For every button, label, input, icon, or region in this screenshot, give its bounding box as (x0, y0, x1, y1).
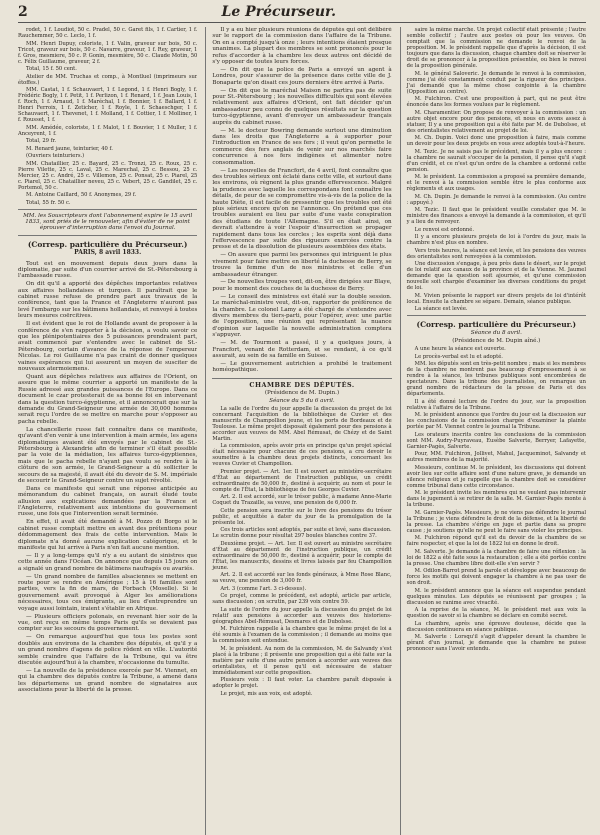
paragraph: Quant aux dépêches relatives aux affaires de l'Orient, on assure que le même courrier a apporté un manifeste de la Russie adressé aux grandes puissances de l'Europe. Dans ce document le czar protesterait de sa bonne foi en intervenant dans la question turco-égyptienne, et il annoncerait que sur la demande du Grand-Seigneur une armée de 30,000 hommes serait reçu l'ordre de se mettre en marche pour s'opposer au pacha rebelle. (18, 373, 198, 425)
paragraph: M. Tezic. Il faut que le président veuille constater que M. le ministre des finances a envoyé la demande à la commission, et qu'il y a lieu de renvoyer. (406, 207, 586, 225)
article-body (407, 27, 586, 312)
columns (18, 27, 586, 835)
paragraph: M. Salverte : Lorsqu'il s'agit d'appeler devant la chambre le gérant d'un journal, je demande que la chambre ne puisse prononcer sans l'avoir entendu. (406, 634, 586, 653)
paragraph: MM. Chataillier, 25 c. Bayard, 25 c. Tronzi, 25 c. Roux, 25 c. Pierre Vilette, 25 c. Laval, 25 c. Marechal, 25 c. Bessou, 25 c. Mercier, 25 c. André, 25 c. Villemon, 25 c. Ponsat, 25 c. Piarel, 25 c. Piarel, 25 c. Chataillier neveu, 25 c. Vebert, 25 c. Gandilet, 25 c. Portemol, 50 c. (18, 160, 198, 191)
paragraph: Il y a encore plusieurs projets de loi à l'ordre du jour, mais la chambre n'est plus en nombre. (406, 234, 586, 246)
paragraph: Premier projet. — Art. 1er. Il est ouvert au ministère-secrétaire d'État au département de l'instruction publique, un crédit extraordinaire de 50,000 fr., destiné à acquérir, au nom et pour le compte de l'État, la bibliothèque de feu Georges Cuvier. (212, 468, 392, 493)
chamber-body (212, 406, 391, 697)
divider (18, 209, 197, 210)
paragraph: Vers trois heures, la séance est levée, et les pensions des veuves des orientalistes sont renvoyées à la commission. (406, 247, 586, 260)
paragraph: Le renvoi est ordonné. (414, 226, 474, 233)
subscriber-notice: MM. les Souscripteurs dont l'abonnement expire le 15 avril 1833, sont priés de le renouveler, afin d'éviter de ne point éprouver d'interruption dans l'envoi du Journal. (23, 212, 193, 232)
paragraph: (Ouvriers teinturiers.) (26, 153, 85, 159)
paragraph: M. le président. Au nom de la commission, M. de Salvandy s'est placé à la tribune ; il présente une proposition qui a été faite sur la matière par suite d'une autre pension à accorder aux veuves des orientalistes, et il pense qu'il est nécessaire de statuer immédiatement sur cette proposition. (212, 645, 392, 676)
paragraph: Il est évident que le roi de Hollande avant de proposer à la conférence de s'en rapporter à la décision, a voulu savoir ce que les plénipotentiaires des 5 puissances prendraient part, avait commencé par s'entendre avec le cabinet de St.-Pétersbourg, certain d'avance de la réponse de l'empereur Nicolas. Le roi Guillaume n'a pas craint de donner quelques vaines espérances qui lui assurent un moyen de susciter de nouveaux atermoiemens. (18, 321, 198, 373)
paragraph: Messieurs, continue M. le président, les discussions qui doivent avoir lieu sur cette affaire sont d'une nature grave, je demande un silence religieux et je rappelle que la chambre doit se considérer comme tribunal dans cette circonstance. (406, 464, 586, 489)
paragraph: La chancellerie russe fait connaître dans ce manifeste, qu'avant d'en venir à une intervention à main armée, les agens diplomatiques avaient été envoyés par le cabinet de St.-Pétersbourg à Alexandrie afin de terminer s'il était possible par la voie de la médiation, les affaires turco-égyptiennes, mais que le pacha rebelle n'ayant pas voulu se rendre à la clôture de son armée, le Grand-Seigneur a dû solliciter le secours de sa majesté, il avait été du devoir de S. M. impériale de secourir le Grand-Seigneur contre un sujet révolté. (18, 426, 198, 484)
correspondence-title: (Corresp. particulière du Précurseur.) (416, 320, 577, 329)
paragraph: — M. de Tourmont a passé, il y a quelques jours, à Francfort, venant de Rotterdam, et se rendant, à ce qu'il assurait, au sein de sa famille en Suisse. (212, 340, 392, 359)
paragraph: M. Ch. Dupin. Je demande le renvoi à la commission. (Au centre : appuyé.) (406, 193, 586, 206)
paragraph: rodet, 1 f. Loudiot, 50 c. Pradel, 50 c. Garet fils, 1 f. Cartier, 1 f. Rauchemmer, 50 c. Leclo, 1 f. (18, 27, 198, 39)
paragraph: M. Ch. Dupin. Voici donc une proposition à faire, mais comme un devoir pour les deux projets en vous avez adoptés tout-à-l'heure. (406, 135, 586, 147)
paragraph: La suite de l'ordre du jour appelle la discussion du projet de loi relatif aux pensions à accorder aux veuves des historiens-géographes Abel-Rémusat, Desmares et de Dubolsse. (212, 606, 392, 625)
paragraph: Total, 55 fr. 50 c. (26, 199, 71, 206)
paragraph: A la reprise de la séance, M. le président met aux voix la question de savoir si la chambre se déclare en comité secret. (406, 607, 586, 620)
paragraph: MM. Henri Dupuy, coloriste, 1 f. Valin, graveur sur bois, 50 c. Tricot, graveur sur bois, 50 c. Navarre, graveur, 1 f. Rey, graveur, 1 f. Gros, mesmiere, 50 c. P. Gonin, mesmière, 50 c. Claude Motin, 50 c. Félix Guillaume, graveur, 2 f. (18, 40, 198, 65)
paragraph: A une heure la séance est ouverte. (414, 346, 506, 353)
paragraph: Art. 3 (comme l'art. 3 ci-dessus). (220, 585, 307, 592)
paragraph: — On remarque aujourd'hui que tous les postes sont doublés aux environs de la chambre des députés, et qu'il y a un grand nombre d'agens de police rôdent en ville. L'autorité semble craindre que l'affaire de la Tribune, qui va être discutée aujourd'hui à la chambre, n'occasionne du tumulte. (18, 634, 198, 666)
paragraph: — Le gouvernement autrichien a prohibé le traitement homéopathique. (212, 360, 392, 374)
paragraph: M. Charamentier. On propose de renvoyer à la commission : un autre objet encore pour des pensions, et nous en avons assez à statuer, Il y a une proposition qui a été faite par M. de Dubolsse, et des orientalistes relativement au projet de loi. (406, 109, 586, 134)
paragraph: M. Fulchiron. C'est une proposition à part, qui ne peut être énoncée dans les formes voulues par le règlement. (406, 96, 586, 108)
chamber-title: CHAMBRE DES DÉPUTÉS. (212, 378, 391, 388)
paragraph: Cette pension sera inscrite sur le livre des pensions du trésor public, et acquittée à dater du jour de la promulgation de la présente loi. (212, 507, 392, 526)
paragraph: MM. Castat, 1 f. Schauvaert, 1 f. Legond, 1 f. Henri Bogly, 1 f. Frédéric Bogly, 1 f. Petit, 1 f. Perlizon, 1 f. Renard, 1 f. Jean Louis, 1 f. Roch, 1 f. Arnaud, 1 f. Maréchal, 1 f. Bonnier, 1 f. Ballard, 1 f. Henri Ferroix, 1 f. Zeticher, 1 f. Royle, 1 f. Schaeschger, 1 f. Schauvaert, 1 f. Thevenet, 1 f. Molland, 1 f. Cottier, 1 f. Molliner, 1 f. Rousset, 1 f. (18, 87, 198, 123)
paragraph: Le procès-verbal est lu et adopté. (414, 353, 503, 360)
paragraph: En effet, il avait été demandé à M. Pozzo di Borgo si le cabinet russe comptait mettre en avant des prétentions pour dédommagement des frais de cette intervention. Mais le diplomate n'a donné aucune explication catégorique, et le manifeste qui lui arrive à Paris n'en fait aucune mention. (18, 519, 198, 551)
paragraph: M. Fulchiron répond qu'il est du devoir de la chambre de se faire respecter, et que la loi de 1822 lui en donne le droit. (406, 535, 586, 548)
paragraph: — On assure que parmi les personnes qui intriguent le plus vivement pour faire mettre en liberté la duchesse de Berry, se trouve la femme d'un de nos ministres et celle d'un ambassadeur étranger. (212, 252, 392, 278)
paragraph: — Il y a long-temps qu'il n'y a eu autant de sinistres que cette année dans l'Océan. On annonce que depuis 15 jours on a signalé un grand nombre de bâtimens naufragés ou avariés. (18, 552, 198, 572)
column-1 (18, 27, 197, 835)
chamber-date: Séance du 5 du 6 avril. (269, 397, 335, 404)
article-body (212, 27, 391, 374)
paragraph: M. Fulchiron rappelle à la chambre que le même projet de loi a été soumis à l'examen de la commission ; il demande au moins que la commission soit entendue. (212, 626, 392, 645)
paragraph: MM. les députés sont en très-petit nombre ; mais si les membres de la chambre ne montrent pas beaucoup d'empressement à se rendre à la séance, les tribunes publiques sont encombrées de spectateurs. Dans la tribune des journalistes, on remarque un grand nombre de rédacteurs de la presse de Paris et des départements. (406, 361, 586, 398)
paragraph: M. Odilon-Barrot prend la parole et développe avec beaucoup de force les motifs qui doivent engager la chambre à ne pas user de son droit. (406, 568, 586, 587)
page-header (18, 4, 586, 23)
paragraph: M. le président invite les membres qui ne veulent pas intervenir dans le jugement à se retirer de la salle. M. Garnier-Pagès monte à la tribune. (406, 490, 586, 509)
paragraph: La séance est levée. (414, 306, 468, 312)
column-2 (205, 27, 391, 835)
session-body (407, 346, 586, 652)
paragraph: saire la même marche. Un projet collectif était présenté ; l'autre semble collectif ; l'autre aux postes où pour les veuves. On comptait que la commission ne demande le renvoi de la proposition. M. le président rappelle que d'après la décision, il est toujours que dans la discussion, chaque chambre doit se réserver le droit de se prononcer à la proposition présentée, ou bien le renvoi de la proposition générale. (406, 27, 586, 69)
paragraph: M. Salverte. Je demande à la chambre de faire une réflexion : la loi de 1822 a été faite sous la restauration ; elle a été portée contre la presse. Une chambre libre doit-elle s'en servir ? (406, 548, 586, 567)
paragraph: Une discussion s'engage, à peu près dans le désert, sur le projet de loi relatif aux canaux de la province et de la Vienne. M. Jaumel demande que la question soit ajournée, et qu'une commission nouvelle soit chargée d'examiner les diverses conditions du projet de loi. (406, 261, 586, 291)
paragraph: Ces trois articles sont adoptés, par suite et levé, sans discussion. Le scrutin donne pour résultat 297 boules blanches contre 37. (212, 527, 392, 540)
paragraph: — Plusieurs officiers polonais, en revenant hier soir de la vue, ont reçu en même temps Paris qu'ils se devaient pas compter sur les secours du gouvernement. (18, 613, 198, 633)
paragraph: M. Vivien présente le rapport sur divers projets de loi d'intérêt local. Ensuite la chambre se sépare. Demain, séance publique. (406, 292, 586, 305)
paragraph: — Un grand nombre de familles alsaciennes se mettent en route pour se rendre en Amérique ; 15 à 16 familles sont parties, vers la fin de mars, de Forbach (Moselle). Si le gouvernement avait provoqué à Alger les améliorations nécessaires, tous ces émigrants, au lieu d'entreprendre un voyage aussi lointain, iraient s'établir en Afrique. (18, 573, 198, 612)
paragraph: — Les nouvelles de Francfort, de 4 avril, font connaître que des troubles sérieux ont éclaté dans cette ville, et surtout dans les environs, où règnent la plus grande effervescence. Malgré la prudence avec laquelle les correspondans font connaître les détails, de peur de se compromettre vis-à-vis de la police de la haute Diète, il est facile de pressentir que les troubles ont été plus sérieux encore qu'on ne l'annonce. On prétend que ces troubles auraient eu lieu par suite d'une vaste conspiration des étudians de toute l'Allemagne. S'il en était ainsi, on devrait s'attendre à voir l'espoir d'insurrection se propager rapidement dans tous les cercles ; les esprits sont déjà dans l'effervescence par suite des rigueurs exercées contre la presse et de la dissolution de plusieurs assemblées des états. (212, 167, 392, 251)
paragraph: M. le président annonce que la séance est suspendue pendant quelques minutes. Les députés se réunissent par groupes ; la discussion se ranime avec vivacité. (406, 587, 586, 606)
paragraph: Les orateurs inscrits contre les conclusions de la commission sont MM. Audry-Puyraveau, Eusèbe Salverte, Berryer, Lafayette, Garnier-Pagès, Salverte. (406, 431, 586, 450)
subscription-lists (18, 27, 197, 206)
paragraph: — La nouvelle de la présidence exercée par M. Viennet, en qui la chambre des députés contre la Tribune, a amené dans les départemens un grand nombre de signataires aux associations pour la liberté de la presse. (18, 667, 198, 694)
paragraph: Total, 15 f. 50 cent. (26, 66, 77, 72)
correspondence-date: PARIS, 8 avril 1833. (74, 249, 142, 257)
paragraph: Plusieurs voix : Il faut voter. La chambre paraît disposée à adopter le projet. (212, 677, 392, 690)
paragraph: M. Tezic. Je ne saisis pas le précédent, mais il y a plus encore : la chambre ne saurait s'occuper de la pension, il pense qu'il s'agit d'un crédit, et ce n'est qu'un ordre de la chambre a ordonné cette pension. (406, 148, 586, 173)
paragraph: Dans ce manifeste qui serait une réponse anticipée au mémorandum du cabinet français, on aurait éludé toute allusion aux explications demandées par la France et l'Angleterre, relativement aux intentions du gouvernement russe, une fois que l'intervention serait terminée. (18, 485, 198, 518)
paragraph: Ce projet, comme le précédent, est adopté, article par article, sans discussion ; on scrutin, par 239 voix contre 59. (212, 593, 392, 606)
paragraph: Atelier de MM. Truchas et comp., à Montluel (imprimeurs sur étoffes.) (18, 73, 198, 86)
paragraph: M. le général Saloveric. Je demande le renvoi à la commission, comme j'ai été constamment conduit par la rigueur des principes. J'ai demandé que la même chose conjointe à la chambre (Opposition au centre). (406, 70, 586, 95)
paragraph: — M. le docteur Bowring demande surtout une diminution dans les droits que l'Angleterre a à supporter pour l'introduction en France de ses fers ; il veut qu'on permette le commerce des fers anglais de venir sur nos marchés faire concurrence à nos fers indigènes et alimenter notre consommation. (212, 127, 392, 166)
paragraph: M. Antoine Caillard, 50 f. Anonymes, 29 f. (26, 192, 137, 198)
paragraph: On dit qu'il a apporté des dépêches importantes relatives aux affaires hollandaises et turques. Il paraîtrait que le cabinet russe refuse de prendre part aux travaux de la conférence, tant que la France et l'Angleterre n'auront pas levé l'embargo sur les bâtimens hollandais, et renvoyé à toutes leurs mesures coërcitives. (18, 281, 198, 320)
paragraph: — On dit que la police de Paris a envoyé un agent à Londres, pour s'assurer de la présence dans cette ville de J. Bonaparte qu'on disait ces jours derniers être arrivé à Paris. (212, 66, 392, 86)
paragraph: Total, 29 fr. (26, 138, 57, 144)
session-date: Séance du 8 avril. (470, 330, 522, 337)
paragraph: Pour, MM. Fulchiron, Jollivet, Mahul, Jacqueminot, Salvandy et autres membres de la majorité. (406, 451, 586, 464)
paragraph: M. le président annonce que l'ordre du jour est la discussion sur les conclusions de la commission chargée d'examiner la plainte portée par M. Viennet contre le journal la Tribune. (406, 412, 586, 431)
paragraph: M. Renard jaune, teinturier, 40 f. (26, 145, 113, 152)
paragraph: La salle de l'ordre du jour appelle la discussion du projet de loi concernant l'acquisition de la bibliothèque de Cuvier et des manuscrits de Champollion jeune, et les ports de Bordeaux et de Toulouse. Le même projet disposait également pour des pensions à accorder aux veuves de MM. Abel Rémusat, de Chézy et de Saint Martin. (212, 405, 392, 442)
paragraph: — On dit que le maréchal Maison ne partira pas de suite pour St.-Pétersbourg ; les nouvelles difficultés qui sont élevées relativement aux affaires d'Orient, ont fait décider qu'un ambassadeur peu connu de quelques résultats sur la question turco-égyptienne, avant d'envoyer un ambassadeur français auprès du cabinet russe. (212, 87, 392, 126)
paragraph: Il y a eu hier plusieurs réunions de députés qui ont délibéré sur le rapport de la commission dans l'affaire de la Tribune. On en a compté jusqu'à onze ; leurs intentions étaient presque unanimes. La plupart des membres se sont prononcés pour le refus d'accorder à la chambre les deux autres ont décidé de s'y opposer de toutes leurs forces. (212, 27, 392, 66)
paragraph: La commission, après avoir pris en principe qu'un projet spécial était nécessaire pour chacune de ces pensions, a cru devoir le soumettre à la chambre deux projets distincts, concernant les veuves Cuvier et Champollion. (212, 443, 392, 468)
paragraph: Deuxième projet. — Art. 1er. Il est ouvert au ministre secrétaire d'État au département de l'instruction publique, un crédit extraordinaire de 50,000 fr., destiné à acquérir, pour le compte de l'État, les manuscrits, dessins et livres laissés par feu Champollion jeune. (212, 540, 392, 571)
paragraph: Le projet, mis aux voix, est adopté. (220, 690, 313, 697)
paragraph: MM. Amédée, coloriste, 1 f. Malot, 1 f. Bouvier, 1 f. Muller, 1 f. Anceyrent, 1 f. (18, 124, 198, 137)
paragraph: Art. 2. Il est accordé sur les fonds généraux, à Mme Rose Blanc, sa veuve, une pension de 3,000 fr. (212, 572, 392, 585)
page-number: 2 (18, 4, 28, 20)
paragraph: Art. 2. Il est accordé, sur le trésor public, à madame Anne-Marie Coquet du Trazaille, sa veuve, une pension de 6,000 fr. (212, 494, 392, 507)
chamber-subtitle: (Présidence de M. Dupin.) (264, 390, 340, 397)
paragraph: Il a été donné lecture de l'ordre du jour, sur la proposition relative à l'affaire de la Tribune. (406, 398, 586, 411)
paragraph: — Le conseil des ministres est étalé sur la double session. Le maréchal-ministre veut, dit-on, rapporter de préférence de la chambre. Le colonel Lamy a été chargé de s'entendre avec divers membres du tiers-parti, pour l'opérer, avec une partie de l'opposition, une réunion qui représentant la nuance d'opinion sur laquelle la nouvelle administration comptera s'appuyer. (212, 293, 392, 339)
article-body (18, 261, 197, 694)
column-3 (400, 27, 586, 835)
session-president: (Présidence de M. Dupin aîné.) (452, 338, 541, 345)
paragraph: La chambre, après une épreuve douteuse, décide que la discussion continuera en séance publique. (406, 620, 586, 633)
paragraph: — De nouvelles troupes vont, dit-on, être dirigées sur Blaye, pour le moment des couches de la duchesse de Berry. (212, 279, 392, 292)
divider (407, 315, 586, 316)
paragraph: M. Garnier-Pagès. Messieurs, je ne viens pas défendre le journal la Tribune ; je viens défendre le droit de la défense, et la liberté de la presse. La chambre s'érige en juge et partie dans sa propre cause ; je soutiens qu'elle ne peut le faire sans violer les principes. (406, 509, 586, 534)
paragraph: M. le président. La commission a proposé sa première demande, et le renvoi à la commission semble être le plus conforme aux règlements et aux usages. (406, 174, 586, 192)
divider (18, 235, 197, 236)
newspaper-title: Le Précurseur. (221, 4, 336, 20)
correspondence-title: (Corresp. particulière du Précurseur.) (27, 239, 188, 249)
paragraph: Tout est en mouvement depuis deux jours dans la diplomatie, par suite d'un courrier arrivé de St.-Pétersbourg à l'ambassade russe. (18, 260, 198, 280)
